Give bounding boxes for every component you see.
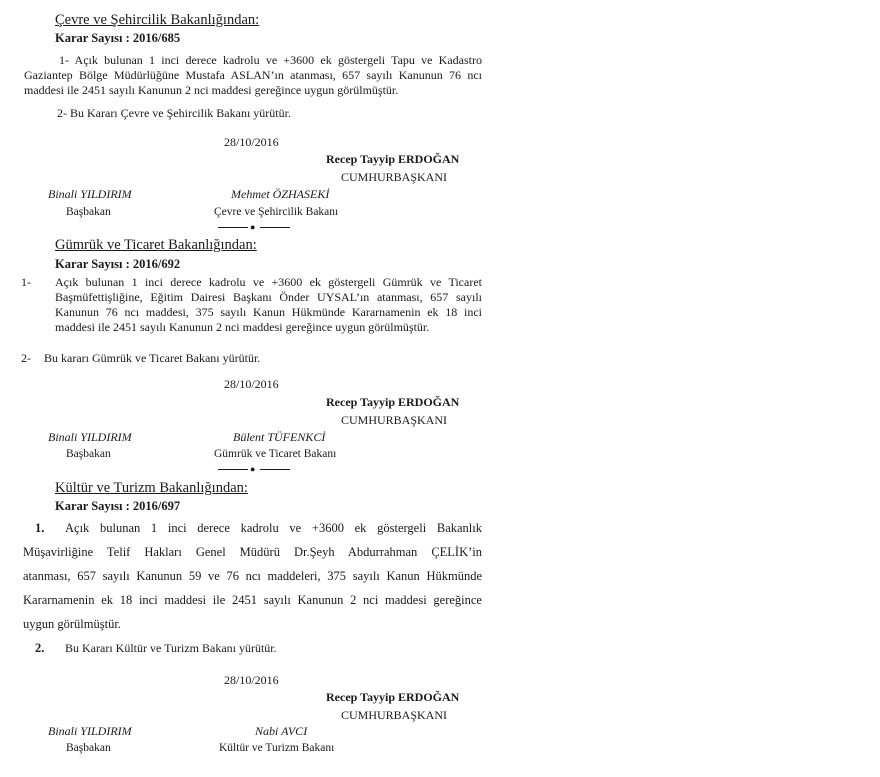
minister-name: Nabi AVCI (255, 724, 308, 738)
decision-paragraph-1 (23, 516, 482, 636)
decision-number: 2. (35, 641, 45, 655)
karar-number: Karar Sayısı : 2016/692 (55, 257, 181, 271)
pm-name: Binali YILDIRIM (48, 724, 132, 738)
pm-title: Başbakan (66, 206, 111, 218)
section-heading: Kültür ve Turizm Bakanlığından: (55, 480, 248, 496)
pm-title: Başbakan (66, 742, 111, 754)
minister-name: Bülent TÜFENKCİ (233, 430, 326, 444)
decision-paragraph-1 (24, 53, 482, 98)
karar-number: Karar Sayısı : 2016/685 (55, 31, 181, 45)
decision-paragraph-2: Bu kararı Gümrük ve Ticaret Bakanı yürütür. (44, 351, 261, 365)
president-name: Recep Tayyip ERDOĞAN (326, 690, 460, 704)
decision-number: 1. (35, 521, 45, 535)
section-heading: Gümrük ve Ticaret Bakanlığından: (55, 237, 257, 253)
decision-date: 28/10/2016 (224, 377, 279, 391)
paragraph-line: Kararnamenin ek 18 inci maddesi ile 2451 sayılı Kanunun 2 nci maddesi gereğince (23, 593, 482, 607)
president-title: CUMHURBAŞKANI (341, 413, 448, 427)
minister-title: Kültür ve Turizm Bakanı (219, 742, 335, 754)
paragraph-line: Müşavirliğine Telif Hakları Genel Müdürü Dr.Şeyh Abdurrahman ÇELİK’in (23, 545, 482, 559)
decision-number: 2- (21, 351, 31, 365)
pm-title: Başbakan (66, 448, 111, 460)
president-title: CUMHURBAŞKANI (341, 170, 448, 184)
divider-dot-icon: ● (250, 464, 256, 474)
karar-number: Karar Sayısı : 2016/697 (55, 499, 181, 513)
paragraph-line: maddesi ile 2451 sayılı Kanunun 2 nci maddesi gereğince uygun görülmüştür. (55, 320, 430, 334)
section-divider (218, 464, 288, 474)
paragraph-line: Gaziantep Bölge Müdürlüğüne Mustafa ASLAN’ın atanması, 657 sayılı Kanunun 76 ncı (24, 68, 482, 82)
pm-name: Binali YILDIRIM (48, 430, 132, 444)
decision-paragraph-1 (55, 275, 482, 335)
minister-title: Çevre ve Şehircilik Bakanı (214, 206, 339, 218)
paragraph-line: Açık bulunan 1 inci derece kadrolu ve +3600 ek göstergeli Bakanlık (65, 521, 482, 535)
minister-name: Mehmet ÖZHASEKİ (231, 187, 330, 201)
divider-dot-icon: ● (250, 222, 256, 232)
section-divider (218, 222, 288, 232)
paragraph-line: uygun görülmüştür. (23, 617, 121, 631)
decision-paragraph-2: Bu Kararı Kültür ve Turizm Bakanı yürütür. (65, 641, 277, 655)
paragraph-line: 1- Açık bulunan 1 inci derece kadrolu ve +3600 ek göstergeli Tapu ve Kadastro (59, 53, 482, 67)
president-name: Recep Tayyip ERDOĞAN (326, 395, 460, 409)
section-heading: Çevre ve Şehircilik Bakanlığından: (55, 12, 260, 28)
decision-date: 28/10/2016 (224, 673, 279, 687)
paragraph-line: Başmüfettişliğine, Eğitim Dairesi Başkanı Önder UYSAL’ın atanması, 657 sayılı (55, 290, 482, 304)
pm-name: Binali YILDIRIM (48, 187, 132, 201)
decision-paragraph-2: 2- Bu Kararı Çevre ve Şehircilik Bakanı yürütür. (57, 106, 291, 120)
paragraph-line: maddesi ile 2451 sayılı Kanunun 2 nci maddesi gereğince uygun görülmüştür. (24, 83, 399, 97)
president-title: CUMHURBAŞKANI (341, 708, 448, 722)
minister-title: Gümrük ve Ticaret Bakanı (214, 448, 337, 460)
paragraph-line: atanması, 657 sayılı Kanunun 59 ve 76 ncı maddeleri, 375 sayılı Kanun Hükmünde (23, 569, 482, 583)
paragraph-line: Açık bulunan 1 inci derece kadrolu ve +3600 ek göstergeli Gümrük ve Ticaret (55, 275, 482, 289)
decision-date: 28/10/2016 (224, 135, 279, 149)
president-name: Recep Tayyip ERDOĞAN (326, 152, 460, 166)
decision-number: 1- (21, 275, 31, 289)
paragraph-line: Kanunun 76 ncı maddesi, 375 sayılı Kanun Hükmünde Kararnamenin ek 18 inci (55, 305, 482, 319)
